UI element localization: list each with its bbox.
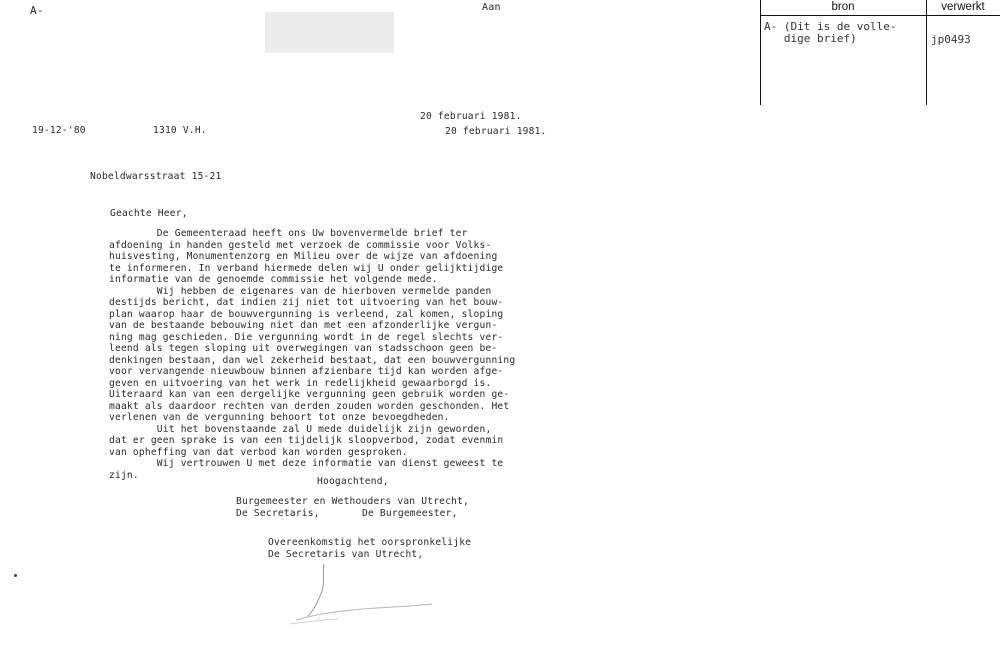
body-line: De Gemeenteraad heeft ons Uw bovenvermelde brief ter [109,228,468,239]
redacted-block [265,12,394,53]
conformity-signatory: De Secretaris van Utrecht, [268,549,424,560]
body-line: ning mag geschieden. Die vergunning wordt in de regel slechts ver- [109,331,504,343]
body-line: dat er geen sprake is van een tijdelijk sloopverbod, zodat evenmin [109,435,504,446]
body-line: leend als tegen sloping uit overwegingen van stadsschoon geen be- [109,343,498,354]
body-line: Wij vertrouwen U met deze informatie van dienst geweest te [109,458,504,469]
body-line: denkingen bestaan, dan wel zekerheid bestaat, dat een bouwvergunning [109,354,516,366]
closing-greeting: Hoogachtend, [317,476,389,487]
body-line: Uiteraard kan van een dergelijke vergunning geen gebruik worden ge- [109,389,510,400]
signatory-organization: Burgemeester en Wethouders van Utrecht, [236,496,470,507]
address-line: Nobeldwarsstraat 15-21 [90,171,222,182]
body-line: geven en uitvoering van het werk in redelijkheid gewaarborgd is. [109,377,492,389]
body-line: voor vervangende nieuwbouw binnen afzienbare tijd kan worden afge- [109,366,504,377]
date-lower: 20 februari 1981. [445,126,547,137]
table-cell-verwerkt: jp0493 [931,33,971,46]
salutation: Geachte Heer, [110,208,188,219]
table-cell-bron: A- (Dit is de volle- dige brief) [764,20,897,45]
table-header-rule [760,15,1000,16]
body-line: verlenen van de vergunning behoort tot onze bevoegdheden. [109,412,450,423]
date-upper: 20 februari 1981. [420,111,522,122]
body-line: huisvesting, Monumentenzorg en Milieu over de wijze van afdoening [109,251,498,262]
signatory-mayor: De Burgemeester, [362,508,458,519]
signatory-secretary: De Secretaris, [236,508,320,519]
body-line: plan waarop haar de bouwvergunning is verleend, zal komen, sloping [109,308,504,320]
body-line: van opheffing van dat verbod kan worden gesproken. [109,446,408,458]
reference-number: 1310 V.H. [153,125,207,136]
body-line: zijn. [109,469,139,481]
body-line: van de bestaande bebouwing niet dan met een afzonderlijke vergun- [109,320,498,331]
index-table [760,0,1000,105]
reference-date: 19-12-'80 [32,125,86,136]
body-line: Uit het bovenstaande zal U mede duidelijk zijn geworden, [109,423,492,435]
table-header-verwerkt: verwerkt [941,1,985,13]
body-line: informatie van de genoemde commissie het volgende mede. [109,274,438,285]
letter-body [109,228,516,481]
body-line: destijds bericht, dat indien zij niet tot uitvoering van het bouw- [109,297,504,308]
table-header-bron: bron [831,1,855,13]
handwritten-signature [286,556,436,628]
body-line: maakt als daardoor rechten van derden zouden worden geschonden. Het [109,400,510,412]
body-line: te informeren. In verband hiermede delen wij U onder gelijktijdige [109,262,504,274]
body-line: Wij hebben de eigenares van de hierboven vermelde panden [109,285,492,297]
corner-reference: A- [30,4,44,17]
stray-dot [14,574,17,577]
conformity-statement: Overeenkomstig het oorspronkelijke [268,537,472,548]
aan-label: Aan [482,2,501,13]
body-line: afdoening in handen gesteld met verzoek de commissie voor Volks- [109,239,492,251]
